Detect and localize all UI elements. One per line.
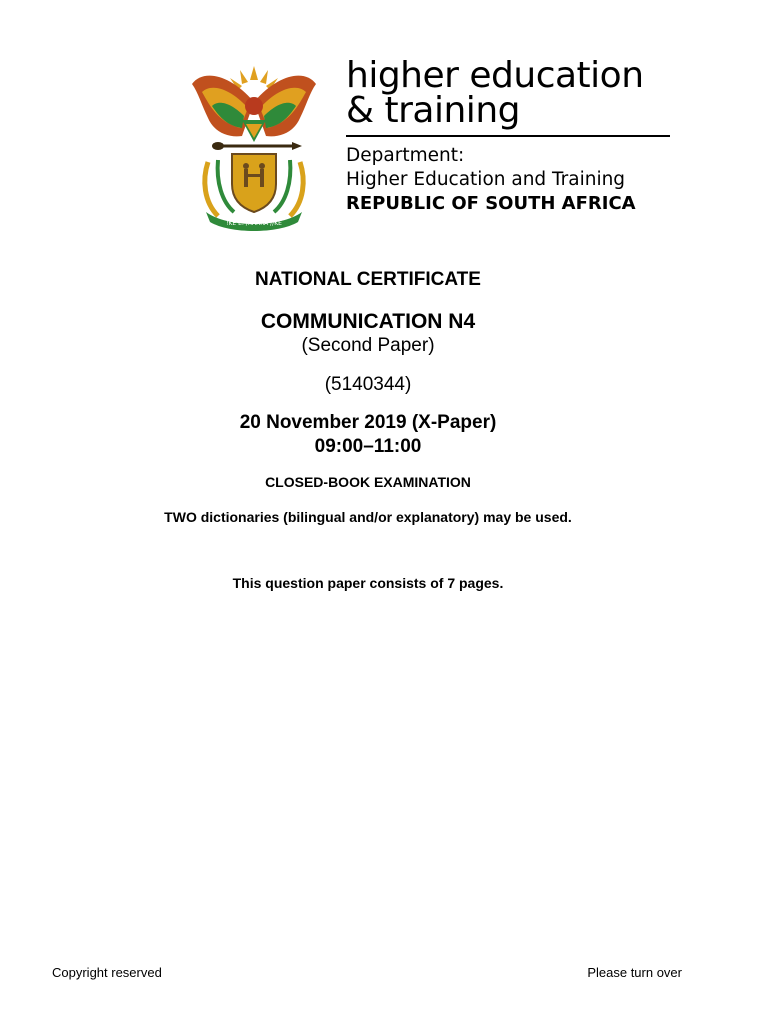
- footer-copyright: Copyright reserved: [52, 965, 162, 980]
- brand-divider: [346, 135, 670, 137]
- pages-note: This question paper consists of 7 pages.: [232, 575, 504, 591]
- exam-time: 09:00–11:00: [314, 436, 422, 457]
- department-name: Higher Education and Training: [346, 169, 626, 190]
- paper-label: (Second Paper): [301, 335, 435, 356]
- emblem-motto: !KE E: /XARRA //KE: [226, 220, 282, 227]
- coat-of-arms-emblem: [188, 62, 320, 234]
- exam-type: CLOSED-BOOK EXAMINATION: [265, 474, 471, 490]
- certificate-title: NATIONAL CERTIFICATE: [255, 269, 481, 290]
- coat-of-arms-icon: [188, 62, 320, 234]
- dictionaries-note: TWO dictionaries (bilingual and/or explanatory) may be used.: [164, 509, 572, 525]
- department-label: Department:: [346, 145, 465, 166]
- subject-title: COMMUNICATION N4: [260, 310, 476, 333]
- brand-line-2: & training: [346, 90, 520, 131]
- exam-date: 20 November 2019 (X-Paper): [239, 412, 497, 433]
- country-name: REPUBLIC OF SOUTH AFRICA: [346, 193, 636, 214]
- department-branding: [346, 55, 672, 216]
- footer-turn-over: Please turn over: [587, 965, 682, 980]
- subject-code: (5140344): [324, 374, 412, 395]
- brand-line-1: higher education: [346, 55, 644, 96]
